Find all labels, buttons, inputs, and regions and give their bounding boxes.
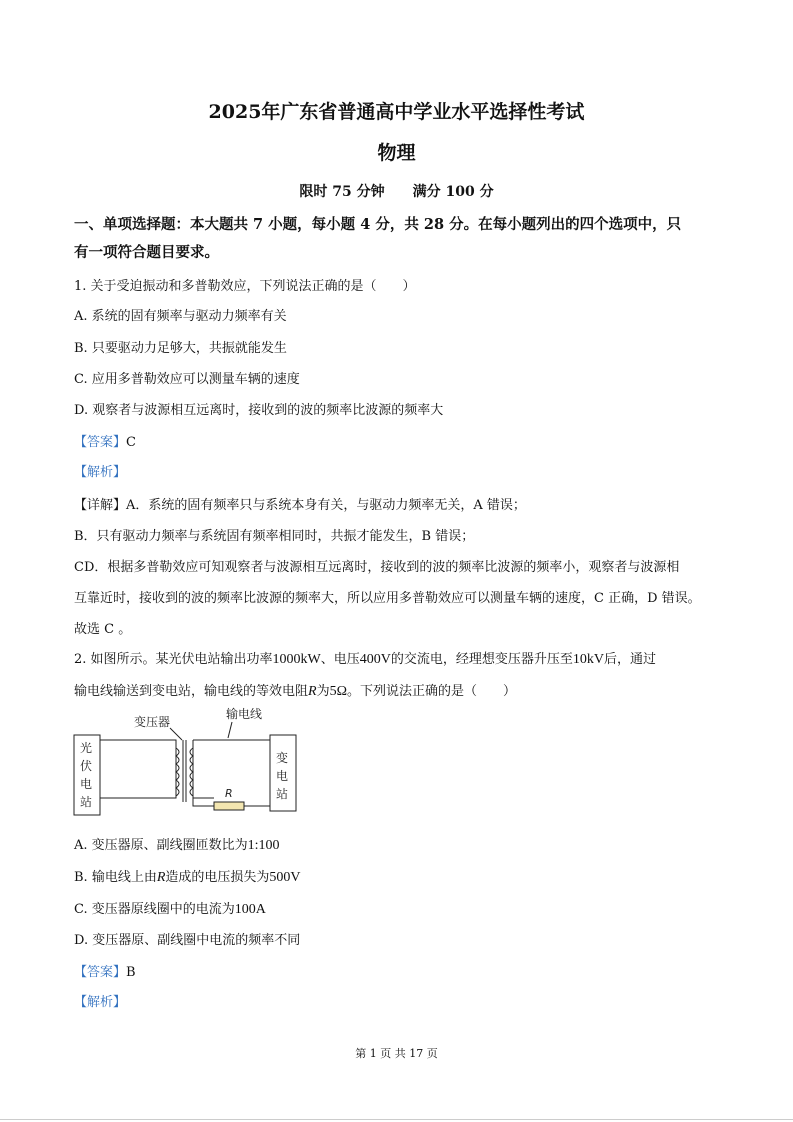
q1-option-b: B. 只要驱动力足够大，共振就能发生 [74, 341, 287, 356]
q1-detail-line-1: 【详解】A．系统的固有频率只与系统本身有关，与驱动力频率无关，A 错误； [74, 498, 526, 513]
page-divider [0, 1119, 793, 1120]
time-limit: 限时 75 分钟 [299, 184, 385, 200]
svg-text:变: 变 [276, 751, 289, 765]
section-heading-line2: 有一项符合题目要求。 [74, 244, 219, 261]
q1-answer-label: 【答案】 [74, 435, 127, 450]
q1-detail-line-4: 互靠近时，接收到的波的频率比波源的频率大，所以应用多普勒效应可以测量车辆的速度，C 正确，D 错误。 [74, 591, 701, 606]
label-transformer: 变压器 [134, 715, 171, 729]
page-footer: 第 1 页 共 17 页 [355, 1047, 438, 1060]
svg-text:站: 站 [80, 795, 93, 809]
svg-text:伏: 伏 [80, 759, 93, 773]
q1-detail-label: 【详解】 [74, 498, 127, 513]
q2-resistance: 5Ω [329, 684, 347, 699]
q2-stem-line1: 2. 如图所示。某光伏电站输出功率1000kW、电压400V的交流电，经理想变压器升压至10kV后，通过 [74, 652, 657, 667]
q1-detail-line-5: 故选 C 。 [74, 622, 132, 637]
q2-answer-value: B [126, 965, 136, 980]
q2-option-a: A. 变压器原、副线圈匝数比为1:100 [74, 838, 280, 853]
q1-answer [74, 431, 136, 450]
primary-coil [176, 748, 179, 796]
circuit-diagram [70, 700, 330, 820]
q2-answer [74, 961, 136, 980]
resistor [214, 802, 244, 810]
q2-option-b: B. 输电线上由R造成的电压损失为500V [74, 870, 301, 885]
exam-limits [0, 181, 793, 201]
svg-text:站: 站 [276, 787, 289, 801]
q1-answer-value: C [126, 435, 136, 450]
label-r: R [225, 787, 233, 800]
q2-option-d: D. 变压器原、副线圈中电流的频率不同 [74, 933, 301, 948]
svg-text:电: 电 [80, 777, 93, 791]
full-marks: 满分 100 分 [412, 184, 494, 200]
section-heading-line1: 一、单项选择题：本大题共 7 小题，每小题 4 分，共 28 分。在每小题列出的四个选项中，只 [74, 216, 682, 233]
q2-analysis-label: 【解析】 [74, 995, 127, 1010]
q1-option-d: D. 观察者与波源相互远离时，接收到的波的频率比波源的频率大 [74, 403, 444, 418]
q1-detail-line-3: CD．根据多普勒效应可知观察者与波源相互远离时，接收到的波的频率比波源的频率小，观察者与波源相 [74, 560, 680, 575]
q1-option-a: A. 系统的固有频率与驱动力频率有关 [74, 309, 287, 324]
exam-title: 2025年广东省普通高中学业水平选择性考试 [208, 101, 585, 123]
q2-up-voltage: 10kV [572, 652, 605, 667]
q2-stem-line2: 输电线输送到变电站，输电线的等效电阻R为5Ω。下列说法正确的是（ ） [74, 684, 517, 699]
q1-stem: 1. 关于受迫振动和多普勒效应，下列说法正确的是（ ） [74, 279, 416, 294]
q1-analysis-label: 【解析】 [74, 465, 127, 480]
q2-r-symbol: R [308, 684, 317, 699]
q2-answer-label: 【答案】 [74, 965, 127, 980]
q2-option-c: C. 变压器原线圈中的电流为100A [74, 902, 266, 917]
q1-detail-line-2: B．只有驱动力频率与系统固有频率相同时，共振才能发生，B 错误； [74, 529, 475, 544]
svg-text:电: 电 [276, 769, 289, 783]
q1-option-c: C. 应用多普勒效应可以测量车辆的速度 [74, 372, 300, 387]
q2-power: 1000kW [272, 652, 321, 667]
label-line: 输电线 [226, 707, 263, 721]
secondary-coil [190, 748, 193, 796]
svg-text:光: 光 [80, 741, 93, 755]
subject-title: 物理 [377, 142, 416, 164]
q2-voltage: 400V [359, 652, 391, 667]
